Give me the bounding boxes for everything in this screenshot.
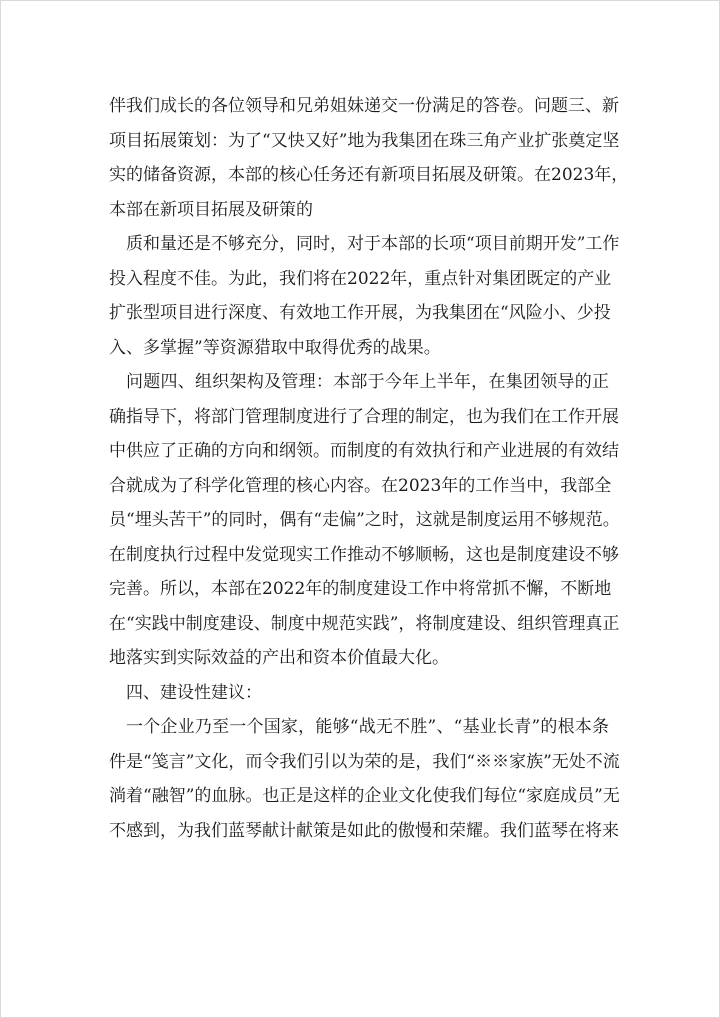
text-line: 问题四、组织架构及管理：本部于今年上半年，在集团领导的正 — [126, 372, 609, 392]
text-line: 完善。所以，本部在2022年的制度建设工作中将常抓不懈，不断地 — [109, 579, 612, 599]
text-line: 一个企业乃至一个国家，能够“战无不胜”、“基业长青”的根本条 — [126, 717, 609, 737]
document-body — [109, 89, 629, 848]
text-line: 扩张型项目进行深度、有效地工作开展，为我集团在“风险小、少投 — [109, 303, 611, 323]
text-line: 四、建设性建议： — [126, 682, 262, 703]
text-line: 地落实到实际效益的产出和资本价值最大化。 — [109, 648, 449, 668]
text-line: 确指导下，将部门管理制度进行了合理的制定，也为我们在工作开展 — [109, 406, 619, 427]
text-line: 本部在新项目拓展及研策的 — [109, 199, 313, 220]
text-line: 合就成为了科学化管理的核心内容。在2023年的工作当中，我部全 — [109, 475, 612, 496]
text-line: 入、多掌握”等资源猎取中取得优秀的战果。 — [109, 337, 441, 358]
text-line: 实的储备资源，本部的核心任务还有新项目拓展及研策。在2023年， — [109, 165, 629, 185]
text-line: 项目拓展策划：为了“又快又好”地为我集团在珠三角产业扩张奠定坚 — [109, 130, 620, 151]
text-line: 在制度执行过程中发觉现实工作推动不够顺畅，这也是制度建设不够 — [109, 544, 619, 565]
text-line: 投入程度不佳。为此，我们将在2022年，重点针对集团既定的产业 — [109, 268, 612, 289]
text-line: 质和量还是不够充分，同时，对于本部的长项“项目前期开发”工作 — [126, 234, 620, 254]
text-line: 在“实践中制度建设、制度中规范实践”，将制度建设、组织管理真正 — [109, 613, 620, 634]
text-line: 员“埋头苦干”的同时，偶有“走偏”之时，这就是制度运用不够规范。 — [109, 510, 620, 530]
text-line: 伴我们成长的各位领导和兄弟姐妹递交一份满足的答卷。问题三、新 — [109, 96, 619, 116]
text-line: 中供应了正确的方向和纲领。而制度的有效执行和产业进展的有效结 — [109, 441, 619, 461]
text-line: 不感到，为我们蓝琴献计献策是如此的傲慢和荣耀。我们蓝琴在将来 — [109, 820, 619, 841]
text-line: 件是“笺言”文化，而令我们引以为荣的是，我们“※※家族”无处不流 — [109, 751, 620, 772]
text-line: 淌着“融智”的血脉。也正是这样的企业文化使我们每位“家庭成员”无 — [109, 786, 620, 806]
